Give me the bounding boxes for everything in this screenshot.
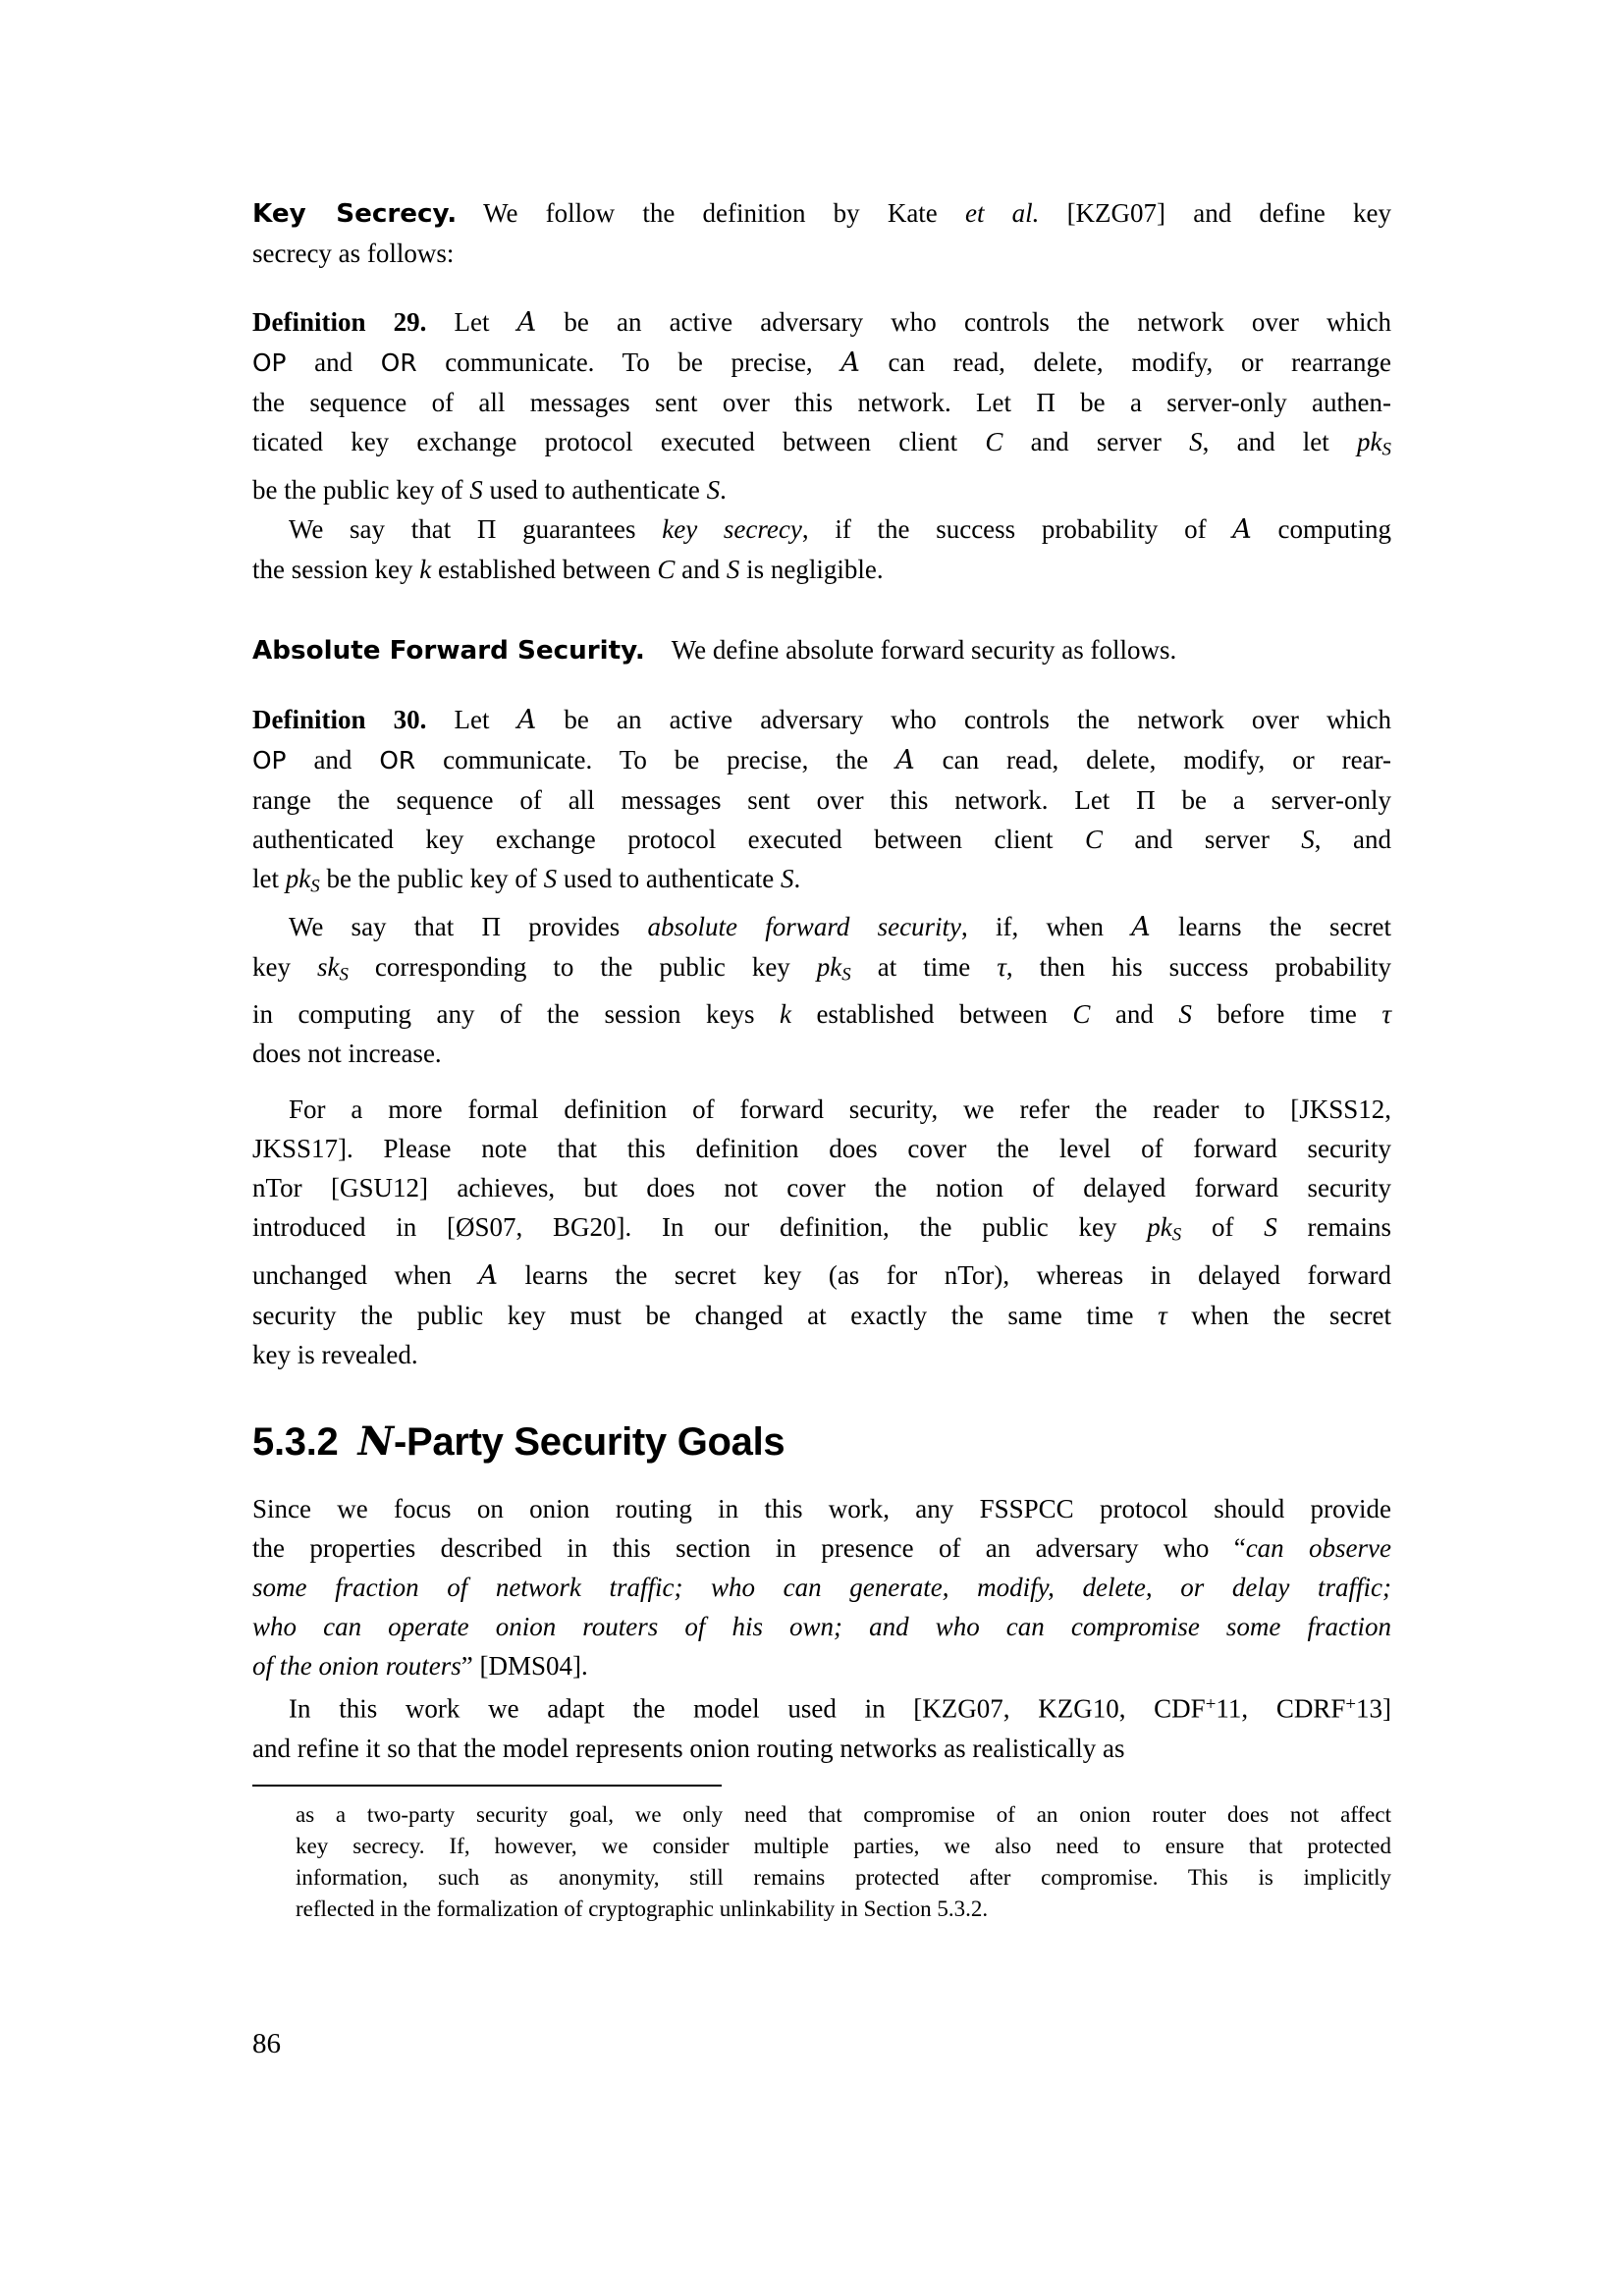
text-run: S <box>726 554 740 584</box>
text-line <box>252 1168 1391 1207</box>
text-line <box>296 1894 1391 1925</box>
text-run <box>338 1419 357 1464</box>
text-run: , then his success probability <box>1005 951 1392 982</box>
text-run: be an active adversary who controls the network over which <box>536 307 1391 337</box>
text-run: key secrecy. If, however, we consider multiple parties, we also need to ensure that protected <box>296 1834 1391 1858</box>
text-run: authenticated key exchange protocol executed between client <box>252 825 1085 854</box>
footnote-rule <box>252 1785 722 1787</box>
text-run: + <box>1205 1694 1217 1715</box>
page-number: 86 <box>252 2028 281 2059</box>
text-run: be the public key of <box>252 474 470 505</box>
text-line <box>252 1090 1391 1129</box>
text-line <box>252 1646 1391 1685</box>
text-run: Since we focus on onion routing in this work, any FSSPCC protocol should provide <box>252 1494 1391 1523</box>
text-run: key secrecy <box>662 513 802 544</box>
text-line <box>252 1729 1391 1768</box>
text-line <box>252 947 1391 995</box>
text-run: C <box>657 554 676 584</box>
text-line <box>252 193 1391 234</box>
text-run: the sequence of all messages sent over this network. Let Π be a server-only authen- <box>252 388 1391 417</box>
text-run: nTor [GSU12] achieves, but does not cover the notion of delayed forward security <box>252 1173 1391 1202</box>
text-run: A <box>516 705 537 735</box>
section-heading <box>252 1419 1391 1468</box>
text-line <box>252 550 1391 589</box>
text-run: and server <box>1102 825 1302 854</box>
text-run: who can operate onion routers of his own; and who can compromise some fraction <box>252 1612 1391 1641</box>
text-run: S <box>1171 1224 1182 1246</box>
text-line <box>252 1419 1391 1468</box>
text-run: OR <box>380 348 417 377</box>
text-run: S <box>1178 999 1192 1030</box>
text-run: of <box>1181 1212 1265 1242</box>
text-run: established between <box>790 999 1073 1030</box>
text-run: , if the success probability of <box>801 513 1233 544</box>
text-run: Definition 29. <box>252 307 427 337</box>
text-line <box>296 1799 1391 1831</box>
text-run: the properties described in this section in presence of an adversary who “ <box>252 1533 1246 1563</box>
text-line <box>252 509 1391 550</box>
text-run: [KZG07] and define key <box>1039 198 1391 228</box>
text-run: as a two-party security goal, we only need that compromise of an onion router does not affect <box>296 1802 1391 1827</box>
text-line <box>252 1335 1391 1374</box>
text-run: security the public key must be changed at exactly the same time <box>252 1300 1159 1330</box>
text-run: We say that Π provides <box>289 911 648 941</box>
text-run: We define absolute forward security as follows. <box>644 635 1177 665</box>
text-run: A <box>840 347 860 378</box>
text-run: at time <box>850 951 998 982</box>
text-run: absolute forward security <box>647 911 962 941</box>
text-run: remains <box>1276 1212 1391 1242</box>
text-line <box>252 1034 1391 1073</box>
text-run: when the secret <box>1166 1300 1391 1330</box>
text-run: used to authenticate <box>482 474 707 505</box>
text-run: C <box>985 427 1003 456</box>
text-run: . <box>793 864 801 893</box>
text-line <box>252 383 1391 422</box>
text-run: For a more formal definition of forward security, we refer the reader to [JKSS12, <box>289 1095 1391 1124</box>
text-run: pk <box>1147 1212 1172 1242</box>
text-line <box>252 740 1391 780</box>
text-run: A <box>516 307 537 338</box>
text-run: and refine it so that the model represents onion routing networks as realistically as <box>252 1733 1125 1763</box>
text-run: Definition 30. <box>252 705 427 734</box>
text-run: A <box>1232 513 1252 545</box>
text-run: reflected in the formalization of cryptographic unlinkability in Section 5.3.2. <box>296 1896 989 1921</box>
text-run: and <box>286 745 380 774</box>
text-run: in computing any of the session keys <box>252 999 780 1030</box>
text-run: pk <box>285 864 311 893</box>
text-run: Absolute Forward Security. <box>252 636 645 666</box>
text-run: -Party Security Goals <box>394 1420 785 1464</box>
text-run: et al. <box>964 198 1040 228</box>
text-run: secrecy as follows: <box>252 239 455 268</box>
text-line <box>296 1862 1391 1894</box>
text-run: S <box>1264 1212 1277 1242</box>
text-run: of the onion routers <box>252 1651 461 1681</box>
text-run: unchanged when <box>252 1259 479 1290</box>
text-run: k <box>419 554 432 584</box>
text-line <box>252 1489 1391 1528</box>
text-run: OP <box>252 348 287 377</box>
text-run: 5.3.2 <box>252 1420 339 1464</box>
text-run: range the sequence of all messages sent over this network. Let Π be a server-only <box>252 785 1391 815</box>
paragraph-key-secrecy <box>252 193 1391 273</box>
text-run: and <box>286 347 381 377</box>
text-line <box>252 470 1391 509</box>
text-line <box>252 343 1391 383</box>
text-line <box>252 820 1391 859</box>
text-run: S <box>339 964 349 986</box>
text-run: A <box>1131 911 1151 942</box>
text-run: 13] <box>1356 1693 1392 1724</box>
text-line <box>252 907 1391 947</box>
text-run: computing <box>1251 513 1391 544</box>
text-line <box>252 1207 1391 1255</box>
text-run: introduced in [ØS07, BG20]. In our definition, the public key <box>252 1212 1148 1242</box>
text-run: . <box>720 474 727 505</box>
text-run: pk <box>1357 427 1382 456</box>
text-run: information, such as anonymity, still remains protected after compromise. This is implicitly <box>296 1865 1391 1890</box>
text-run: S <box>781 864 794 893</box>
text-line <box>252 422 1391 470</box>
text-run: be the public key of <box>319 864 544 893</box>
text-run: S <box>310 876 320 897</box>
text-run: Let <box>426 307 517 337</box>
text-line <box>252 1685 1391 1729</box>
text-run: C <box>1084 825 1103 854</box>
text-run: τ <box>1381 999 1391 1030</box>
text-run: , if, when <box>961 911 1132 941</box>
text-line <box>252 630 1391 670</box>
text-run: ticated key exchange protocol executed between client <box>252 427 986 456</box>
text-run: pk <box>816 951 842 982</box>
text-line <box>252 780 1391 820</box>
text-run: established between <box>431 554 658 584</box>
text-line <box>252 1296 1391 1335</box>
text-run: A <box>478 1259 498 1291</box>
text-run: and <box>1090 999 1179 1030</box>
paragraph-n-party-intro <box>252 1489 1391 1768</box>
text-run: can observe <box>1245 1533 1391 1563</box>
text-run: S <box>543 864 558 893</box>
text-line <box>252 994 1391 1034</box>
text-run: learns the secret <box>1150 911 1391 941</box>
text-run: S <box>1301 825 1315 854</box>
text-run: sk <box>316 951 340 982</box>
text-run: N <box>357 1418 395 1465</box>
text-run: some fraction of network traffic; who can generate, modify, delete, or delay traffic; <box>252 1573 1391 1602</box>
text-run: can read, delete, modify, or rear- <box>914 745 1392 774</box>
text-run: corresponding to the public key <box>348 951 817 982</box>
text-run: used to authenticate <box>557 864 782 893</box>
text-run: let <box>252 864 286 893</box>
text-run: S <box>841 964 851 986</box>
text-line <box>252 1607 1391 1646</box>
text-run: We say that Π guarantees <box>289 513 663 544</box>
text-run: S <box>1189 427 1203 456</box>
text-run: We follow the definition by Kate <box>457 198 965 228</box>
text-run: 11, CDRF <box>1216 1693 1346 1724</box>
paragraph-forward-security-discussion <box>252 1090 1391 1374</box>
text-run: does not increase. <box>252 1039 442 1069</box>
text-run: OP <box>252 746 287 774</box>
definition-30 <box>252 700 1391 1073</box>
text-run: τ <box>1158 1300 1167 1330</box>
text-run: C <box>1072 999 1091 1030</box>
text-line <box>252 1528 1391 1568</box>
text-run: is negligible. <box>739 554 884 584</box>
text-line <box>252 700 1391 740</box>
text-run: A <box>895 745 915 775</box>
text-run: In this work we adapt the model used in [KZG07, KZG10, CDF <box>289 1693 1206 1724</box>
text-run: learns the secret key (as for nTor), whereas in delayed forward <box>497 1259 1391 1290</box>
text-line <box>252 302 1391 343</box>
text-run: S <box>469 474 483 505</box>
paragraph-absolute-forward-security <box>252 630 1391 670</box>
text-line <box>296 1831 1391 1862</box>
text-run: and server <box>1002 427 1190 456</box>
text-run: ” [DMS04]. <box>460 1651 588 1681</box>
text-run: τ <box>997 951 1006 982</box>
text-run: JKSS17]. Please note that this definition does cover the level of forward security <box>252 1134 1391 1163</box>
text-line <box>252 859 1391 907</box>
text-line <box>252 1568 1391 1607</box>
text-run: Key Secrecy. <box>252 199 458 229</box>
text-line <box>252 234 1391 273</box>
text-run: OR <box>379 746 416 774</box>
text-run: Let <box>426 705 517 734</box>
text-run: can read, delete, modify, or rearrange <box>859 347 1392 377</box>
text-run: before time <box>1191 999 1382 1030</box>
text-run: S <box>1381 439 1391 460</box>
text-run: be an active adversary who controls the network over which <box>536 705 1391 734</box>
text-run: communicate. To be precise, <box>416 347 841 377</box>
text-run: and <box>675 554 727 584</box>
text-line <box>252 1129 1391 1168</box>
text-run: communicate. To be precise, the <box>415 745 896 774</box>
text-line <box>252 1255 1391 1296</box>
text-run: key is revealed. <box>252 1339 418 1369</box>
text-run: k <box>779 999 791 1030</box>
definition-29 <box>252 302 1391 589</box>
text-run: S <box>706 474 721 505</box>
text-run: the session key <box>252 554 420 584</box>
text-run: , and let <box>1202 427 1358 456</box>
text-run: key <box>252 951 317 982</box>
text-run: + <box>1345 1694 1357 1715</box>
text-run: , and <box>1314 825 1391 854</box>
footnote <box>296 1799 1391 1925</box>
